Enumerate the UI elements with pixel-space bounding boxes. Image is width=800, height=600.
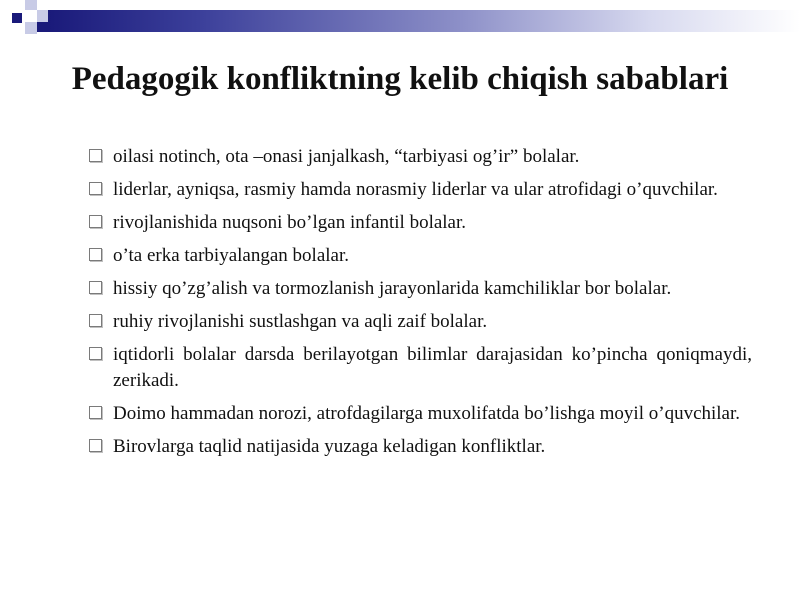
list-item-text: Doimo hammadan norozi, atrofdagilarga muxolifatda bo’lishga moyil o’quvchilar.: [113, 403, 741, 424]
square-bullet-icon: [89, 347, 102, 360]
deco-square-dark: [37, 22, 48, 32]
square-bullet-icon: [89, 406, 102, 419]
header-gradient-bar: [48, 10, 800, 32]
list-item: [88, 177, 752, 203]
list-item: [88, 243, 752, 269]
square-bullet-icon: [89, 439, 102, 452]
list-item: [88, 210, 752, 236]
bullet-list: [88, 144, 752, 467]
list-item-text: ruhiy rivojlanishi sustlashgan va aqli zaif bolalar.: [113, 311, 488, 332]
list-item-text: iqtidorli bolalar darsda berilayotgan bilimlar darajasidan ko’pincha qoniqmaydi, zerikadi.: [113, 344, 752, 391]
square-bullet-icon: [89, 149, 102, 162]
square-bullet-icon: [89, 182, 102, 195]
list-item-text: rivojlanishida nuqsoni bo’lgan infantil bolalar.: [113, 212, 467, 233]
square-bullet-icon: [89, 248, 102, 261]
list-item-text: oilasi notinch, ota –onasi janjalkash, “tarbiyasi og’ir” bolalar.: [113, 146, 580, 167]
deco-square-light: [25, 0, 37, 10]
list-item: [88, 144, 752, 170]
list-item-text: o’ta erka tarbiyalangan bolalar.: [113, 245, 349, 266]
list-item-text: Birovlarga taqlid natijasida yuzaga keladigan konfliktlar.: [113, 436, 546, 457]
list-item: [88, 309, 752, 335]
slide-title: Pedagogik konfliktning kelib chiqish sabablari: [71, 61, 729, 97]
deco-square-light: [25, 22, 37, 34]
list-item: [88, 434, 752, 460]
list-item-text: hissiy qo’zg’alish va tormozlanish jarayonlarida kamchiliklar bor bolalar.: [113, 278, 672, 299]
square-bullet-icon: [89, 215, 102, 228]
list-item: [88, 401, 752, 427]
list-item-text: liderlar, ayniqsa, rasmiy hamda norasmiy liderlar va ular atrofidagi o’quvchilar.: [113, 179, 718, 200]
square-bullet-icon: [89, 281, 102, 294]
list-item: [88, 276, 752, 302]
deco-square-dark: [12, 13, 22, 23]
list-item: [88, 342, 752, 394]
square-bullet-icon: [89, 314, 102, 327]
